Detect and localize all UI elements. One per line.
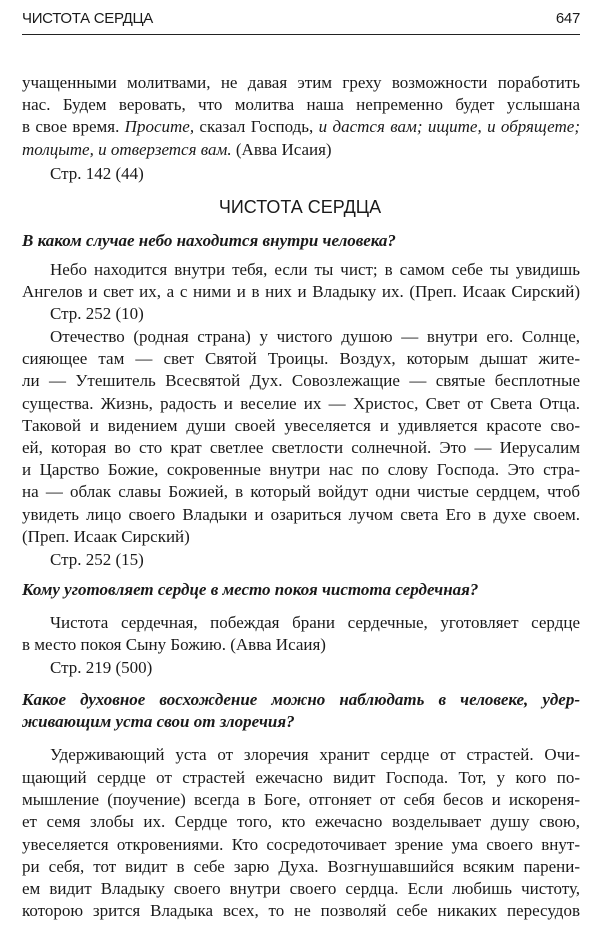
text-line: ей, которая во сто крат светлее светлости солнечной. Это — Иерусалим — [22, 438, 580, 457]
text-line: в место покоя Сыну Божию. (Авва Исаия) — [22, 635, 326, 654]
text-line: ри себя, тот видит в себе зарю Духа. Возгнушавшийся всяким парени- — [22, 857, 580, 876]
text-line: ли — Утешитель Всесвятой Дух. Совозлежащие — святые бесплотные — [22, 371, 580, 390]
header-rule — [22, 34, 580, 35]
text-line: сияющее там — свет Святой Троицы. Воздух, которым дышат жите- — [22, 349, 580, 368]
text-line: Чистота сердечная, побеждая брани сердечные, уготовляет сердце — [50, 613, 580, 632]
text-line — [22, 139, 580, 161]
quote: и дастся вам; ищите, и обрящете; — [318, 117, 580, 136]
attribution: (Авва Исаия) — [231, 140, 332, 159]
text-line: увидеть лицо своего Владыки и озариться лучом света Его в духе своем. — [22, 505, 580, 524]
text-line: на — облак славы Божией, в который войдут одни чистые сердцем, чтоб — [22, 482, 580, 501]
quote: Просите, — [124, 117, 195, 136]
text-line: ет семя злобы их. Сердце того, кто ежечасно возделывает душу свою, — [22, 812, 580, 831]
text-line: Небо находится внутри тебя, если ты чист; в самом себе ты увидишь — [50, 260, 580, 279]
text-line: учащенными молитвами, не давая этим греху возможности поработить — [22, 73, 580, 92]
text-line: (Преп. Исаак Сирский) — [22, 527, 190, 546]
source-ref: Стр. 252 (10) — [50, 304, 144, 323]
text-line: ем видит Владыку своего внутри своего сердца. Если любишь чистоту, — [22, 879, 580, 898]
text-line: нас. Будем веровать, что молитва наша непременно будет услышана — [22, 95, 580, 114]
running-header-title: ЧИСТОТА СЕРДЦА — [22, 10, 154, 27]
source-ref: Стр. 142 (44) — [50, 164, 144, 183]
source-ref: Стр. 219 (500) — [50, 658, 153, 677]
text: в свое время. — [22, 117, 125, 136]
text-line: Ангелов и свет их, а с ними и в них и Владыку их. (Преп. Исаак Сирский) — [22, 282, 580, 301]
text-line: существа. Жизнь, радость и веселие их — Христос, Свет от Света Отца. — [22, 394, 580, 413]
text-line: Удерживающий уста от злоречия хранит сердце от страстей. Очи- — [50, 745, 580, 764]
text-line — [22, 116, 580, 138]
page-number: 647 — [555, 10, 580, 27]
section-title: ЧИСТОТА СЕРДЦА — [218, 197, 382, 217]
text-line: Таковой и видением души своей увеселяется и удивляется красоте сво- — [22, 416, 580, 435]
quote: толцыте, и отверзется вам. — [22, 140, 232, 159]
text-line: увеселяется откровениями. Кто сосредоточивает зрение ума своего внут- — [22, 835, 580, 854]
text-line: Отечество (родная страна) у чистого душою — внутри его. Солнце, — [50, 327, 580, 346]
question-heading: Какое духовное восхождение можно наблюдать в человеке, удер- — [22, 690, 580, 709]
text-line: и Царство Божие, сокровенные внутри нас по слову Господа. Это стра- — [22, 460, 580, 479]
question-heading: В каком случае небо находится внутри человека? — [22, 231, 396, 250]
question-heading: живающим уста свои от злоречия? — [22, 712, 295, 731]
source-ref: Стр. 252 (15) — [50, 550, 144, 569]
question-heading: Кому уготовляет сердце в место покоя чистота сердечная? — [22, 580, 479, 599]
text-line: мышление (поучение) всегда в Боге, отгоняет от себя бесов и искореня- — [22, 790, 580, 809]
text-line: которою зрится Владыка всех, то не позволяй себе никаких пересудов — [22, 901, 580, 920]
text: сказал Господь, — [194, 117, 319, 136]
text-line: щающий сердце от страстей ежечасно видит Господа. Тот, у кого по- — [22, 768, 580, 787]
